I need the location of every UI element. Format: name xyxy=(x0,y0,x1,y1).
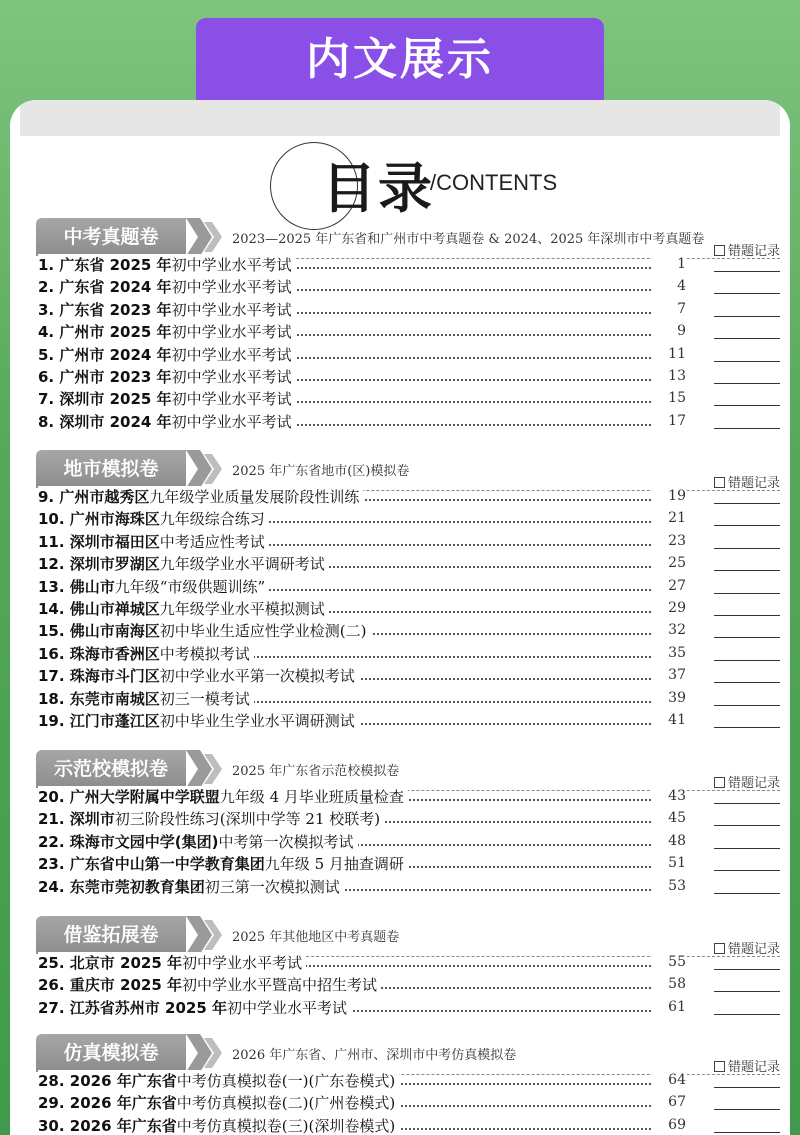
toc-entry-title xyxy=(38,299,296,320)
toc-entry-name: 初中毕业生适应性学业检测(二) xyxy=(159,622,367,641)
section-tab: 仿真模拟卷 xyxy=(36,1034,186,1072)
error-record-blank xyxy=(714,969,780,970)
error-record-blank xyxy=(714,727,780,728)
toc-page-number: 67 xyxy=(652,1094,686,1110)
toc-entry-bold: 14. 佛山市禅城区 xyxy=(38,600,160,618)
section-header xyxy=(36,916,780,956)
toc-entry xyxy=(38,786,780,808)
toc-entry-title xyxy=(38,344,296,365)
error-record-blank xyxy=(714,825,780,826)
toc-entry-name: 初中学业水平考试 xyxy=(171,278,292,297)
error-record-blank xyxy=(714,503,780,504)
toc-entry xyxy=(38,853,780,875)
toc-entry-name: 初三第一次模拟测试 xyxy=(204,877,340,896)
toc-entry-title xyxy=(38,1092,399,1113)
toc-page-number: 39 xyxy=(652,690,686,706)
section-description: 2025 年其他地区中考真题卷 xyxy=(232,930,400,945)
toc-page-number: 35 xyxy=(652,645,686,661)
toc-entry-title xyxy=(38,321,296,342)
toc-page-number: 53 xyxy=(652,878,686,894)
toc-page-number: 51 xyxy=(652,855,686,871)
error-record-blank xyxy=(714,848,780,849)
toc-entry-name: 九年级学业质量发展阶段性训练 xyxy=(149,488,360,506)
toc-page-number: 58 xyxy=(652,976,686,992)
toc-page-number: 1 xyxy=(652,256,686,272)
toc-entry-bold: 20. 广州大学附属中学联盟 xyxy=(38,788,220,806)
toc-page-number: 61 xyxy=(652,999,686,1015)
toc-entry-name: 初中学业水平考试 xyxy=(171,323,292,342)
error-record-blank xyxy=(714,1014,780,1015)
error-record-blank xyxy=(714,637,780,638)
page-top-strip xyxy=(20,100,780,136)
error-record-text: 错题记录 xyxy=(727,942,780,957)
toc-entry-bold: 29. 2026 年广东省 xyxy=(38,1094,177,1113)
toc-entry xyxy=(38,344,780,366)
double-chevron-icon xyxy=(186,916,226,954)
toc-page-number: 17 xyxy=(652,413,686,429)
error-record-blank xyxy=(714,361,780,362)
toc-entry-title xyxy=(38,620,371,641)
toc-page-number: 32 xyxy=(652,622,686,638)
toc-entry xyxy=(38,831,780,853)
toc-entry xyxy=(38,598,780,620)
section-header xyxy=(36,218,780,258)
toc-entry-title xyxy=(38,974,381,995)
toc-entry-bold: 24. 东莞市莞初教育集团 xyxy=(38,877,205,896)
toc-page-number: 48 xyxy=(652,833,686,849)
toc-entry xyxy=(38,1070,780,1092)
error-record-text: 错题记录 xyxy=(727,776,780,791)
toc-entry-name: 中考仿真模拟卷(一)(广东卷模式) xyxy=(176,1072,396,1090)
toc-entry xyxy=(38,952,780,974)
error-record-blank xyxy=(714,1109,780,1110)
banner-title: 内文展示 xyxy=(196,18,604,100)
toc-page-number: 45 xyxy=(652,810,686,826)
toc-entry xyxy=(38,299,780,321)
toc-entry-name: 中考仿真模拟卷(三)(深圳卷模式) xyxy=(176,1116,396,1135)
toc-entry xyxy=(38,508,780,530)
toc-entry-title xyxy=(38,598,329,619)
toc-page-number: 43 xyxy=(652,788,686,804)
toc-entry-name: 初中学业水平考试 xyxy=(182,954,303,972)
toc-entry-title xyxy=(38,643,254,664)
toc-entry-name: 中考第一次模拟考试 xyxy=(218,832,354,851)
toc-entry-name: 九年级 4 月毕业班质量检查 xyxy=(219,788,404,806)
toc-entry-bold: 15. 佛山市南海区 xyxy=(38,622,160,641)
toc-entry-title xyxy=(38,997,351,1018)
toc-entry-bold: 16. 珠海市香洲区 xyxy=(38,644,160,663)
toc-entry-bold: 8. 深圳市 2024 年 xyxy=(38,412,172,431)
toc-entry-title xyxy=(38,1115,399,1135)
toc-entry-title xyxy=(38,808,384,829)
toc-entry xyxy=(38,254,780,276)
double-chevron-icon xyxy=(186,218,226,256)
error-record-blank xyxy=(714,293,780,294)
toc-page-number: 27 xyxy=(652,578,686,594)
toc-entry-bold: 1. 广东省 2025 年 xyxy=(38,256,172,274)
toc-entry-bold: 17. 珠海市斗门区 xyxy=(38,667,160,686)
toc-entry-bold: 13. 佛山市 xyxy=(38,577,115,596)
toc-entry-bold: 21. 深圳市 xyxy=(38,810,115,829)
toc-entry-bold: 30. 2026 年广东省 xyxy=(38,1116,177,1135)
toc-entry-title xyxy=(38,276,296,297)
section-tab: 示范校模拟卷 xyxy=(36,750,186,788)
toc-page-number: 11 xyxy=(652,346,686,362)
error-record-blank xyxy=(714,593,780,594)
toc-page-number: 4 xyxy=(652,278,686,294)
toc-entry-title xyxy=(38,388,296,409)
toc-entry xyxy=(38,665,780,687)
toc-entry-bold: 26. 重庆市 2025 年 xyxy=(38,976,182,995)
toc-entry-title xyxy=(38,553,329,574)
error-record-blank xyxy=(714,548,780,549)
toc-entry-name: 初三一模考试 xyxy=(159,689,250,708)
toc-entry-bold: 18. 东莞市南城区 xyxy=(38,689,160,708)
toc-entry xyxy=(38,1115,780,1135)
toc-entry xyxy=(38,710,780,732)
error-record-blank xyxy=(714,991,780,992)
section-tab: 借鉴拓展卷 xyxy=(36,916,186,954)
toc-page-number: 9 xyxy=(652,323,686,339)
toc-entry-bold: 28. 2026 年广东省 xyxy=(38,1072,177,1090)
toc-entry xyxy=(38,643,780,665)
toc-entry-name: 初中学业水平考试 xyxy=(171,412,292,431)
error-record-blank xyxy=(714,1132,780,1133)
toc-page-number: 55 xyxy=(652,954,686,970)
toc-page-number: 7 xyxy=(652,301,686,317)
error-record-blank xyxy=(714,338,780,339)
toc-entry-title xyxy=(38,366,296,387)
section-description: 2026 年广东省、广州市、深圳市中考仿真模拟卷 xyxy=(232,1048,517,1063)
section-header xyxy=(36,450,780,490)
toc-entry-title xyxy=(38,876,344,897)
toc-entry-bold: 25. 北京市 2025 年 xyxy=(38,954,182,972)
toc-entry-name: 中考适应性考试 xyxy=(159,532,265,551)
toc-entry xyxy=(38,576,780,598)
toc-entry xyxy=(38,276,780,298)
toc-entry-title xyxy=(38,688,254,709)
toc-entry-bold: 6. 广州市 2023 年 xyxy=(38,368,172,386)
section-header xyxy=(36,1034,780,1074)
toc-entry-bold: 19. 江门市蓬江区 xyxy=(38,712,160,730)
toc-entry-bold: 4. 广州市 2025 年 xyxy=(38,323,172,342)
error-record-blank xyxy=(714,870,780,871)
toc-entry xyxy=(38,388,780,410)
toc-entry xyxy=(38,321,780,343)
toc-entry xyxy=(38,876,780,898)
toc-entry xyxy=(38,531,780,553)
error-record-blank xyxy=(714,428,780,429)
error-record-blank xyxy=(714,682,780,683)
toc-entry-bold: 7. 深圳市 2025 年 xyxy=(38,390,172,409)
toc-entry xyxy=(38,808,780,830)
toc-entry-name: 初中学业水平第一次模拟考试 xyxy=(159,667,355,686)
error-record-blank xyxy=(714,570,780,571)
toc-entry xyxy=(38,974,780,996)
error-record-blank xyxy=(714,893,780,894)
toc-entry-name: 初中学业水平考试 xyxy=(171,390,292,409)
section-tab: 中考真题卷 xyxy=(36,218,186,256)
error-record-text: 错题记录 xyxy=(727,476,780,491)
toc-entry-title xyxy=(38,411,296,432)
toc-entry xyxy=(38,1092,780,1114)
error-record-blank xyxy=(714,405,780,406)
toc-entry-bold: 22. 珠海市文园中学(集团) xyxy=(38,832,219,851)
toc-entry-name: 初三阶段性练习(深圳中学等 21 校联考) xyxy=(114,810,381,829)
toc-entry-title xyxy=(38,486,363,507)
error-record-blank xyxy=(714,1087,780,1088)
toc-entry-bold: 5. 广州市 2024 年 xyxy=(38,345,172,364)
toc-entry-title xyxy=(38,710,359,731)
toc-page-number: 29 xyxy=(652,600,686,616)
contents-title-en: /CONTENTS xyxy=(430,170,558,195)
toc-entry-title xyxy=(38,1070,399,1091)
toc-entry-name: 初中学业水平考试 xyxy=(171,368,292,386)
toc-page-number: 13 xyxy=(652,368,686,384)
toc-entry-name: 九年级 5 月抽查调研 xyxy=(264,855,404,874)
toc-entry-name: 中考模拟考试 xyxy=(159,644,250,663)
toc-entry-title xyxy=(38,254,296,275)
toc-page-number: 15 xyxy=(652,390,686,406)
toc-entry-name: 初中学业水平暨高中招生考试 xyxy=(182,976,378,995)
toc-page-number: 23 xyxy=(652,533,686,549)
error-record-blank xyxy=(714,615,780,616)
error-record-text: 错题记录 xyxy=(727,244,780,259)
toc-entry xyxy=(38,997,780,1019)
error-record-blank xyxy=(714,705,780,706)
toc-entry-name: 九年级综合练习 xyxy=(159,510,265,529)
toc-page-number: 25 xyxy=(652,555,686,571)
toc-entry-title xyxy=(38,853,408,874)
toc-entry-name: 九年级学业水平调研考试 xyxy=(159,555,325,574)
toc-entry-name: 初中学业水平考试 xyxy=(171,300,292,319)
toc-entry xyxy=(38,553,780,575)
toc-page-number: 37 xyxy=(652,667,686,683)
toc-entry-title xyxy=(38,665,359,686)
toc-entry xyxy=(38,620,780,642)
toc-entry-name: 初中学业水平考试 xyxy=(171,345,292,364)
double-chevron-icon xyxy=(186,450,226,488)
toc-entry-bold: 27. 江苏省苏州市 2025 年 xyxy=(38,998,227,1017)
section-description: 2025 年广东省地市(区)模拟卷 xyxy=(232,464,410,479)
toc-entry xyxy=(38,366,780,388)
section-description: 2025 年广东省示范校模拟卷 xyxy=(232,764,400,779)
double-chevron-icon xyxy=(186,750,226,788)
error-record-blank xyxy=(714,803,780,804)
toc-entry-bold: 2. 广东省 2024 年 xyxy=(38,278,172,297)
section-tab: 地市模拟卷 xyxy=(36,450,186,488)
toc-entry-title xyxy=(38,576,269,597)
toc-entry-name: 初中学业水平考试 xyxy=(171,256,292,274)
toc-entry-name: 九年级“市级供题训练” xyxy=(114,577,266,596)
section-header xyxy=(36,750,780,790)
contents-page xyxy=(20,136,780,1135)
toc-entry-name: 中考仿真模拟卷(二)(广州卷模式) xyxy=(176,1094,396,1113)
error-record-text: 错题记录 xyxy=(727,1060,780,1075)
toc-page-number: 69 xyxy=(652,1117,686,1133)
error-record-blank xyxy=(714,660,780,661)
toc-page-number: 21 xyxy=(652,510,686,526)
toc-entry-bold: 3. 广东省 2023 年 xyxy=(38,300,172,319)
section-description: 2023—2025 年广东省和广州市中考真题卷 & 2024、2025 年深圳市中考真题卷 xyxy=(232,232,705,247)
error-record-blank xyxy=(714,383,780,384)
toc-page-number: 19 xyxy=(652,488,686,504)
error-record-blank xyxy=(714,525,780,526)
toc-entry xyxy=(38,411,780,433)
contents-card xyxy=(10,100,790,1135)
toc-entry xyxy=(38,688,780,710)
toc-entry-name: 初中毕业生学业水平调研测试 xyxy=(159,712,355,730)
toc-entry-title xyxy=(38,508,269,529)
toc-entry-name: 九年级学业水平模拟测试 xyxy=(159,600,325,618)
toc-entry xyxy=(38,486,780,508)
toc-entry-title xyxy=(38,831,358,852)
contents-title-cn: 目录 xyxy=(322,156,434,220)
toc-entry-title xyxy=(38,531,269,552)
toc-entry-bold: 23. 广东省中山第一中学教育集团 xyxy=(38,855,265,874)
error-record-blank xyxy=(714,316,780,317)
toc-page-number: 41 xyxy=(652,712,686,728)
toc-entry-bold: 11. 深圳市福田区 xyxy=(38,532,160,551)
toc-entry-bold: 9. 广州市越秀区 xyxy=(38,488,150,506)
toc-entry-bold: 12. 深圳市罗湖区 xyxy=(38,555,160,574)
toc-entry-title xyxy=(38,952,306,973)
toc-entry-name: 初中学业水平考试 xyxy=(227,998,348,1017)
toc-page-number: 64 xyxy=(652,1072,686,1088)
toc-entry-bold: 10. 广州市海珠区 xyxy=(38,510,160,529)
double-chevron-icon xyxy=(186,1034,226,1072)
error-record-blank xyxy=(714,271,780,272)
toc-entry-title xyxy=(38,786,408,807)
